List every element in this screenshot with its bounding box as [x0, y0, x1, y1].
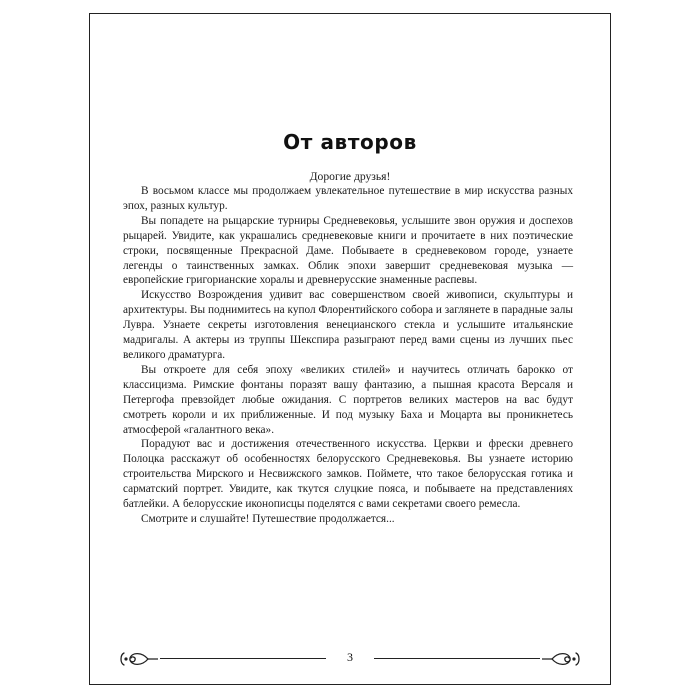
paragraph: Вы попадете на рыцарские турниры Средневековья, услышите звон оружия и доспехов рыцарей. Увидите, как украшались средневековые книги и прочитаете в них поэтические строки, посвященные Прекрасной Даме. Побываете в средневековом городе, узнаете легенды о таинственных замках. Облик эпохи завершит средневековая музыка — европейские григорианские хоралы и древнерусские знаменные распевы. [123, 214, 573, 287]
paragraph: В восьмом классе мы продолжаем увлекательное путешествие в мир искусства разных эпох, разных культур. [123, 185, 573, 212]
paragraph: Искусство Возрождения удивит вас совершенством своей живописи, скульптуры и архитектуры. Вы поднимитесь на купол Флорентийского собора и заглянете в парадные залы Лувра. Узнаете секреты изготовления венецианского стекла и услышите итальянские мадригалы. А актеры из труппы Шекспира разыграют перед вами сцены из лучших пьес великого драматурга. [123, 289, 573, 361]
paragraph: Вы откроете для себя эпоху «великих стилей» и научитесь отличать барокко от классицизма. Римские фонтаны поразят вашу фантазию, а пышная красота Версаля и Петергофа превзойдет любые ожидания. С портретов великих мастеров на вас будут смотреть короли и их приближенные. И под музыку Баха и Моцарта вы проникнетесь атмосферой «галантного века». [123, 363, 573, 436]
salutation: Дорогие друзья! [309, 170, 391, 183]
page-footer [90, 638, 610, 678]
body-text [123, 184, 573, 527]
flourish-ornament-icon [542, 649, 582, 669]
footer-rule-right [374, 658, 540, 659]
book-page [89, 13, 611, 685]
paragraph: Смотрите и слушайте! Путешествие продолжается... [141, 512, 395, 525]
paragraph: Порадуют вас и достижения отечественного искусства. Церкви и фрески древнего Полоцка расскажут об особенностях белорусского Средневековья. Вы узнаете историю строительства Мирского и Несвижского замков. Поймете, что такое белорусская готика и сарматский портрет. Увидите, как ткутся слуцкие пояса, и побываете на представлениях батлейки. А белорусские иконописцы поделятся с вами секретами своего ремесла. [123, 438, 573, 511]
page-heading: От авторов [283, 130, 417, 154]
page-number: 3 [347, 650, 353, 664]
